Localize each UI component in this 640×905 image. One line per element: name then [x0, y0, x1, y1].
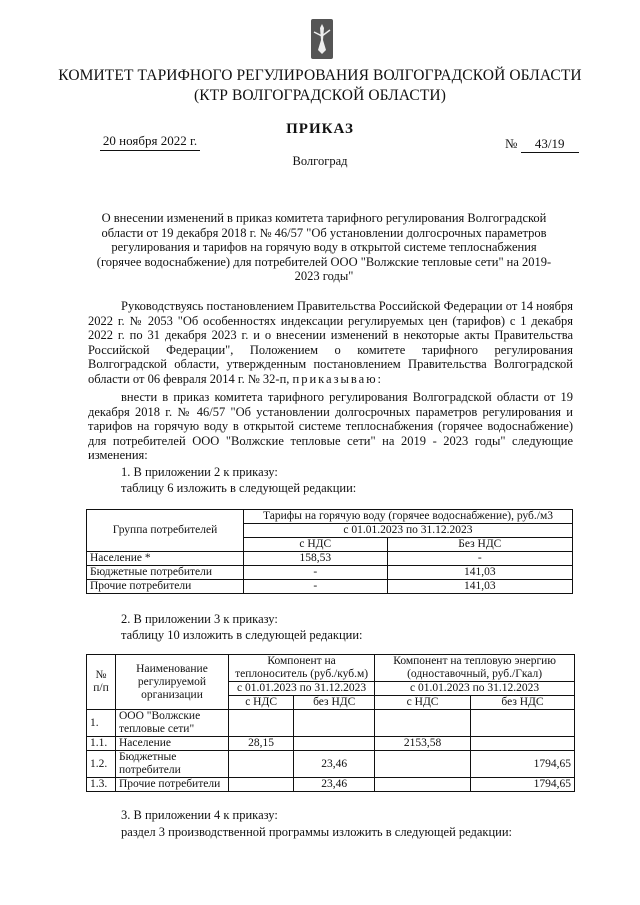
t6-header-tariff: Тарифы на горячую воду (горячее водоснабжение), руб./м3	[244, 510, 573, 524]
coat-of-arms-emblem	[310, 18, 334, 60]
t10-cell: Бюджетные потребители	[116, 751, 229, 778]
order-word: приказываю:	[292, 371, 384, 386]
t10-period-energy: с 01.01.2023 по 31.12.2023	[375, 682, 575, 696]
t10-cell	[294, 737, 375, 751]
t6-cell: Бюджетные потребители	[87, 566, 244, 580]
t10-cell: 1794,65	[470, 778, 574, 792]
t10-header-carrier: Компонент на теплоноситель (руб./куб.м)	[229, 655, 375, 682]
t10-cell	[375, 710, 471, 737]
org-name: КОМИТЕТ ТАРИФНОГО РЕГУЛИРОВАНИЯ ВОЛГОГРАДСКОЙ ОБЛАСТИ	[58, 67, 582, 84]
document-type: ПРИКАЗ	[286, 121, 354, 137]
item-1-sub: таблицу 6 изложить в следующей редакции:	[121, 481, 357, 495]
t6-cell: Население *	[87, 552, 244, 566]
t10-cell	[294, 710, 375, 737]
t6-header-period: с 01.01.2023 по 31.12.2023	[244, 524, 573, 538]
t10-cell: 1.1.	[87, 737, 116, 751]
t6-cell: -	[244, 566, 388, 580]
item-3-sub: раздел 3 производственной программы изложить в следующей редакции:	[121, 825, 513, 839]
document-date: 20 ноября 2022 г.	[100, 133, 200, 151]
t10-with-vat-1: с НДС	[229, 696, 294, 710]
table-row	[87, 552, 573, 566]
t10-cell: ООО "Волжские тепловые сети"	[116, 710, 229, 737]
t10-cell: 1794,65	[470, 751, 574, 778]
table-row	[87, 778, 575, 792]
t10-period-carrier: с 01.01.2023 по 31.12.2023	[229, 682, 375, 696]
t10-cell: Прочие потребители	[116, 778, 229, 792]
t10-header-energy: Компонент на тепловую энергию (одноставочный, руб./Гкал)	[375, 655, 575, 682]
t10-cell	[375, 751, 471, 778]
t10-without-vat-1: без НДС	[294, 696, 375, 710]
t10-without-vat-2: без НДС	[470, 696, 574, 710]
t10-cell	[229, 778, 294, 792]
t6-cell: 141,03	[387, 580, 572, 594]
item-2-sub: таблицу 10 изложить в следующей редакции:	[121, 628, 363, 642]
t10-cell: 23,46	[294, 751, 375, 778]
t10-cell: 2153,58	[375, 737, 471, 751]
number-value: 43/19	[521, 136, 579, 153]
t6-cell: -	[244, 580, 388, 594]
t10-cell: 1.	[87, 710, 116, 737]
table-6	[86, 509, 573, 594]
t10-cell: 1.2.	[87, 751, 116, 778]
t10-cell: 23,46	[294, 778, 375, 792]
t10-cell	[375, 778, 471, 792]
t10-header-org: Наименование регулируемой организации	[116, 655, 229, 710]
document-city: Волгоград	[292, 154, 348, 168]
paragraph-basis	[88, 299, 573, 387]
paragraph-changes: внести в приказ комитета тарифного регулирования Волгоградской области от 19 декабря 2018 г. № 46/57 "Об установлении долгосрочных параметров регулирования и тарифов на горячую воду в открытой системе теплоснабжения (горячее водоснабжение) для потребителей ООО "Волжские тепловые сети" на 2019 - 2023 годы" следующие изменения:	[88, 390, 573, 463]
t10-cell	[470, 710, 574, 737]
paragraph-basis-text: Руководствуясь постановлением Правительства Российской Федерации от 14 ноября 2022 г. № 2053 "Об особенностях индексации регулируемых цен (тарифов) с 1 декабря 2022 г. по 31 декабря 2023 г. и о внесении изменений в некоторые акты Правительства Российской Федерации", Положением о комитете тарифного регулирования Волгоградской области, утвержденным постановлением Правительства Волгоградской области от 06 февраля 2014 г. № 32-п,	[88, 299, 573, 386]
item-2: 2. В приложении 3 к приказу:	[121, 612, 278, 626]
t6-header-with-vat: с НДС	[244, 538, 388, 552]
t10-cell: 1.3.	[87, 778, 116, 792]
table-row	[87, 737, 575, 751]
t10-header-num: № п/п	[87, 655, 116, 710]
t10-with-vat-2: с НДС	[375, 696, 471, 710]
table-row	[87, 751, 575, 778]
item-1: 1. В приложении 2 к приказу:	[121, 465, 278, 479]
document-subject: О внесении изменений в приказ комитета тарифного регулирования Волгоградской области от 19 декабря 2018 г. № 46/57 "Об установлении долгосрочных параметров регулирования и тарифов на горячую воду в открытой системе теплоснабжения (горячее водоснабжение) для потребителей ООО "Волжские тепловые сети" на 2019-2023 годы"	[96, 211, 552, 284]
t6-cell: 158,53	[244, 552, 388, 566]
t6-header-without-vat: Без НДС	[387, 538, 572, 552]
t6-cell: 141,03	[387, 566, 572, 580]
t10-cell: Население	[116, 737, 229, 751]
item-3: 3. В приложении 4 к приказу:	[121, 808, 278, 822]
t10-cell	[470, 737, 574, 751]
t10-cell	[229, 751, 294, 778]
number-label: №	[505, 136, 518, 151]
t6-cell: Прочие потребители	[87, 580, 244, 594]
t10-cell: 28,15	[229, 737, 294, 751]
table-10	[86, 654, 575, 792]
table-row	[87, 710, 575, 737]
organization-title	[0, 66, 640, 106]
t6-cell: -	[387, 552, 572, 566]
t10-cell	[229, 710, 294, 737]
table-row	[87, 580, 573, 594]
table-row	[87, 566, 573, 580]
org-short-name: (КТР ВОЛГОГРАДСКОЙ ОБЛАСТИ)	[194, 87, 446, 104]
document-number	[505, 136, 579, 153]
t6-header-group: Группа потребителей	[87, 510, 244, 552]
